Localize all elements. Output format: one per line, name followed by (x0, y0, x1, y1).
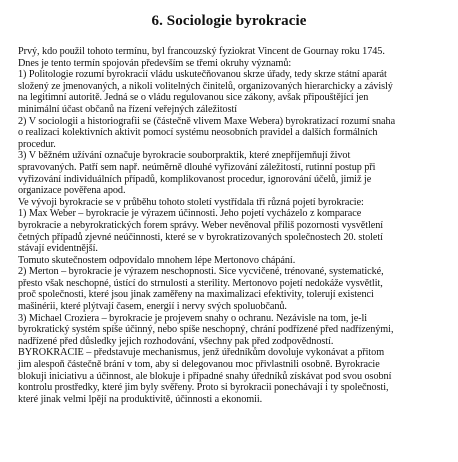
text-line: mašinérii, které plýtvají časem, energií i nervy svých spoluobčanů. (18, 301, 287, 313)
text-line: 1) Politologie rozumí byrokracií vládu uskutečňovanou skrze úřady, tedy skrze státní aparát (18, 69, 387, 81)
text-line: byrokracie a nebyrokratických forem správy. Weber nevěnoval příliš pozornosti vysvětlení (18, 219, 384, 231)
text-line: 3) V běžném užívání označuje byrokracie souborpraktik, které znepříjemňují život (18, 150, 351, 162)
text-line: které jinak velmi lpějí na produktivitě, účinnosti a ekonomii. (18, 393, 263, 405)
text-line: o realizaci kolektivních aktivit pomocí systému neosobních pravidel a dalších formálních (18, 127, 378, 139)
text-line: 3) Michael Croziera – byrokracie je projevem snahy o ochranu. Nezávisle na tom, je-li (18, 312, 368, 324)
text-line: Prvý, kdo použil tohoto termínu, byl francouzský fyziokrat Vincent de Gournay roku 1745. (18, 46, 385, 57)
text-line: proč společnosti, které jsou jinak zaměřeny na maximalizaci efektivity, tolerují existenci (18, 289, 374, 301)
text-line: blokuji iniciativu a účinnost, ale blokuje i případné snahy úředníků získávat pod svou osobní (18, 370, 392, 382)
text-line: spravovaných. Patří sem např. neúměrně dlouhé vyřizování záležitostí, rutinní postup při (18, 161, 376, 173)
document-body (18, 46, 440, 405)
text-line: 1) Max Weber – byrokracie je výrazem účinnosti. Jeho pojetí vycházelo z komparace (18, 208, 362, 220)
text-line: Ve vývoji byrokracie se v průběhu tohoto století vystřídala tři různá pojetí byrokracie: (18, 196, 364, 208)
text-line: minimální účast občanů na řízení veřejných záležitostí (18, 103, 238, 115)
text-line: na legitimní autoritě. Jedná se o vládu regulovanou sice zákony, avšak připouštějící jen (18, 92, 369, 104)
page-title: 6. Sociologie byrokracie (151, 13, 307, 29)
text-line: procedur. (18, 138, 56, 150)
text-line: nadřízené před důsledky jejich rozhodování, všechny pak před zodpovědností. (18, 335, 334, 347)
text-line: přesto však neschopné, ústící do strnulosti a sterility. Mertonovo pojetí nedokáže vysvětlit, (18, 277, 383, 289)
text-line: 2) V sociologii a historiografii se (částečně vlivem Maxe Webera) byrokratizací rozumí snaha (18, 115, 396, 127)
text-line: BYROKRACIE – představuje mechanismus, jenž úředníkům dovoluje vykonávat a přitom (18, 347, 385, 359)
text-line: byrokratický systém spíše účinný, nebo spíše neschopný, chrání podřízené před nadřízenými, (18, 324, 394, 336)
text-line: četných případů zjevné neúčinnosti, které se v byrokratizovaných společnostech 20. století (18, 231, 383, 243)
text-line: složený ze jmenovaných, a nikoli volitelných činitelů, organizovaných hierarchicky a závislý (18, 80, 393, 92)
text-line: Tomuto skutečnostem odpovídalo mnohem lépe Mertonovo chápání. (18, 254, 296, 266)
text-line: organizace pověřena apod. (18, 185, 126, 197)
text-line: 2) Merton – byrokracie je výrazem neschopnosti. Sice vycvičené, trénované, systematické, (18, 266, 384, 278)
text-line: jim alespoň částečně brání v tom, aby si delegovanou moc přivlastnili osobně. Byrokracie (18, 359, 380, 371)
text-line: kontrolu prostředky, které jim byly svěřeny. Proto si byrokracii ponechávají i ty společnosti, (18, 382, 389, 394)
text-line: Dnes je tento termín spojován především se třemi okruhy významů: (18, 57, 292, 69)
text-line: vyřizování individuálních případů, komplikovanost procedur, ignorování účelů, jimiž je (18, 173, 372, 185)
text-line: stávají evidentnější. (18, 243, 98, 255)
